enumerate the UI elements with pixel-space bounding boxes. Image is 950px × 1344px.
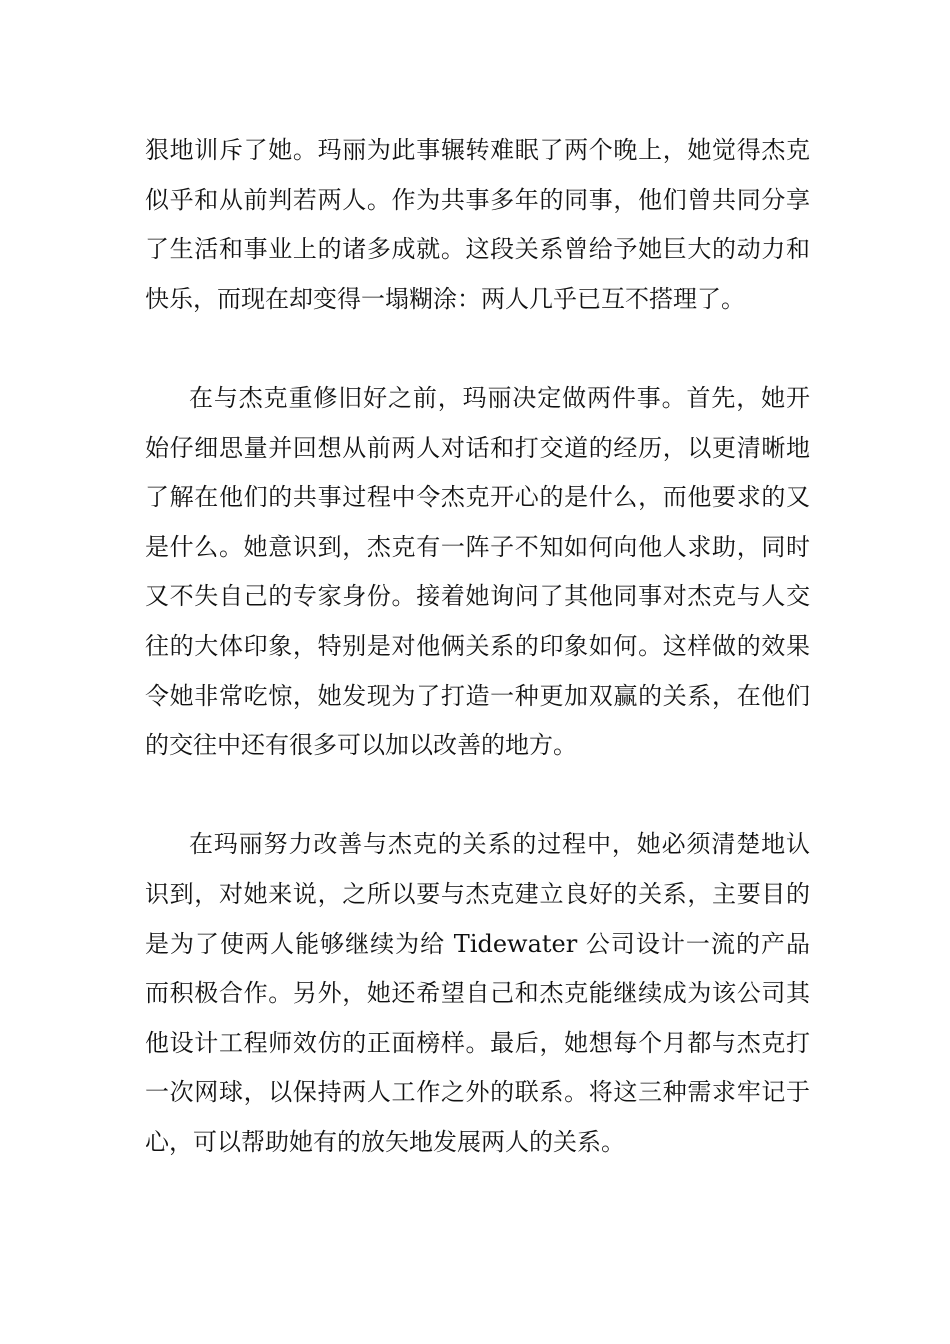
paragraph-2: 在与杰克重修旧好之前，玛丽决定做两件事。首先，她开始仔细思量并回想从前两人对话和打交道的经历，以更清晰地了解在他们的共事过程中令杰克开心的是什么，而他要求的又是什么。她意识到，杰克有一阵子不知如何向他人求助，同时又不失自己的专家身份。接着她询问了其他同事对杰克与人交往的大体印象，特别是对他俩关系的印象如何。这样做的效果令她非常吃惊，她发现为了打造一种更加双赢的关系，在他们的交往中还有很多可以加以改善的地方。 [145, 383, 810, 760]
paragraph-3: 在玛丽努力改善与杰克的关系的过程中，她必须清楚地认识到，对她来说，之所以要与杰克建立良好的关系，主要目的是为了使两人能够继续为给 Tidewater 公司设计一流的产品而积极合作。另外，她还希望自己和杰克能继续成为该公司其他设计工程师效仿的正面榜样。最后，她想每个月都与杰克打一次网球，以保持两人工作之外的联系。将这三种需求牢记于心，可以帮助她有的放矢地发展两人的关系。 [145, 830, 810, 1156]
paragraph-spacer [145, 324, 810, 374]
paragraph-1: 狠地训斥了她。玛丽为此事辗转难眠了两个晚上，她觉得杰克似乎和从前判若两人。作为共事多年的同事，他们曾共同分享了生活和事业上的诸多成就。这段关系曾给予她巨大的动力和快乐，而现在却变得一塌糊涂：两人几乎已互不搭理了。 [145, 136, 810, 313]
document-body [145, 126, 810, 1167]
paragraph-spacer [145, 771, 810, 821]
